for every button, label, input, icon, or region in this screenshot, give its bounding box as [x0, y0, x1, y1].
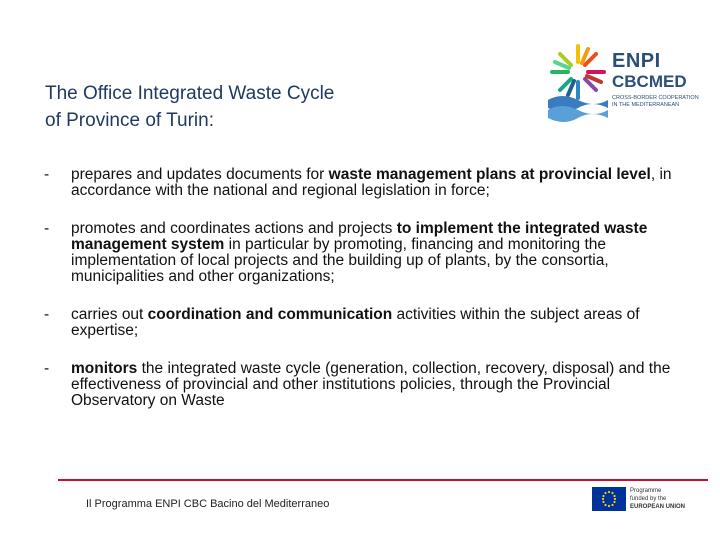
list-item-text: carries out coordination and communication activities within the subject areas of expertise; [71, 306, 640, 339]
list-item-text: monitors the integrated waste cycle (generation, collection, recovery, disposal) and the effectiveness of provincial and other institutions policies, through the Provincial Observatory on Waste [71, 360, 671, 409]
slide-title [45, 80, 465, 134]
bullet-dash: - [44, 360, 50, 377]
list-item [44, 307, 684, 339]
title-line-2: of Province of Turin: [45, 110, 214, 131]
enpi-cbcmed-logo [546, 40, 706, 126]
bullet-list [44, 167, 684, 431]
list-item [44, 361, 684, 409]
logo-enpi: ENPI [612, 50, 661, 72]
list-item [44, 221, 684, 285]
eu-logo [592, 487, 702, 513]
title-line-1: The Office Integrated Waste Cycle [45, 83, 335, 104]
logo-tagline: CROSS-BORDER COOPERATION IN THE MEDITERRANEAN [612, 95, 699, 108]
list-item [44, 167, 684, 199]
bullet-dash: - [44, 306, 50, 323]
footer-text: Il Programma ENPI CBC Bacino del Mediterraneo [86, 498, 330, 510]
sun-wave-icon [546, 40, 610, 126]
bullet-dash: - [44, 220, 50, 237]
list-item-text: promotes and coordinates actions and projects to implement the integrated waste management system in particular by promoting, financing and monitoring the implementation of local projects and the building up of plants, by the consortia, municipalities and other organizations; [71, 220, 648, 285]
eu-flag-icon [592, 487, 626, 511]
logo-cbcmed: CBCMED [612, 72, 687, 91]
list-item-text: prepares and updates documents for waste management plans at provincial level, in accordance with the national and regional legislation in force; [71, 166, 672, 199]
footer-rule [58, 479, 708, 481]
eu-logo-text: Programme funded by the EUROPEAN UNION [630, 488, 686, 510]
bullet-dash: - [44, 166, 50, 183]
